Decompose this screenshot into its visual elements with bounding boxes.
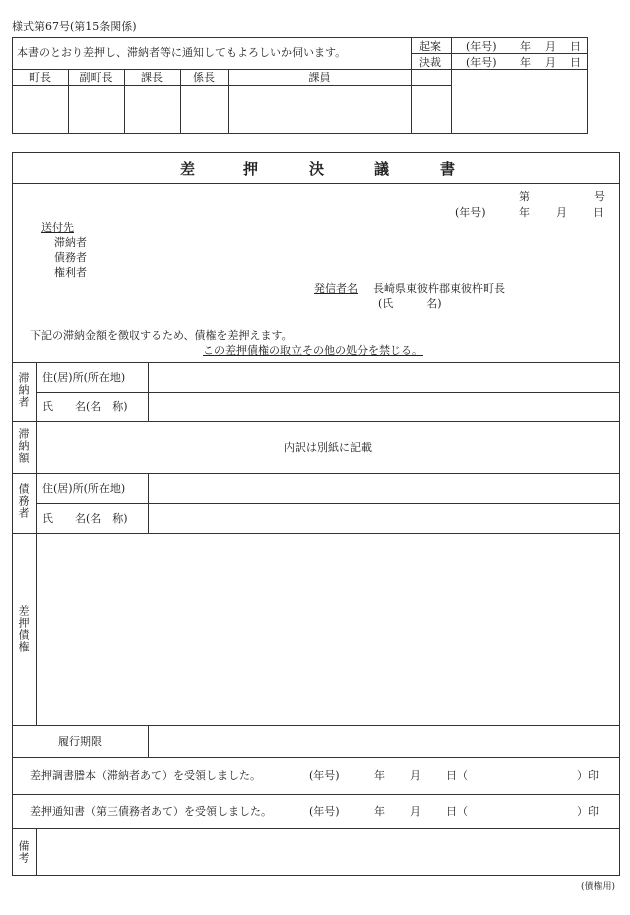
seal-box-fukuchocho[interactable] [69, 86, 123, 133]
receipt-chosho-month: 月 [410, 769, 421, 782]
doc-number-go: 号 [594, 190, 605, 203]
label-sashiosae-saiken: 差押債権 [17, 605, 30, 653]
kessai-day: 日 [570, 56, 581, 69]
kessai-nengo: (年号) [466, 56, 497, 69]
tainosha-name-field[interactable] [149, 393, 619, 420]
receipt-chosho-day: 日（ [446, 769, 468, 782]
receipt-tsuchisho-year: 年 [374, 805, 385, 818]
saimusha-name-field[interactable] [149, 504, 619, 532]
receipt-tsuchisho-month: 月 [410, 805, 421, 818]
label-saimusha: 債務者 [17, 483, 30, 519]
role-fukuchocho: 副町長 [79, 71, 113, 84]
label-tainogaku: 滞納額 [17, 428, 30, 464]
receipt-tsuchisho-signature-field[interactable] [475, 800, 575, 822]
sender-name: 長崎県東彼杵郡東彼杵町長 [373, 282, 505, 295]
label-saimusha-name: 氏 名(名 称) [42, 512, 128, 525]
receipt-tsuchisho-day: 日（ [446, 805, 468, 818]
kian-year: 年 [520, 40, 531, 53]
recipient-tainosha: 滞納者 [54, 236, 87, 249]
kessai-year: 年 [520, 56, 531, 69]
receipt-tsuchisho-text: 差押通知書（第三債務者あて）を受領しました。 [30, 805, 272, 818]
kian-month: 月 [545, 40, 556, 53]
kessai-label: 決裁 [419, 56, 441, 69]
kian-nengo: (年号) [466, 40, 497, 53]
seal-box-chocho[interactable] [13, 86, 67, 133]
tainosha-address-field[interactable] [149, 363, 619, 391]
biko-field[interactable] [37, 829, 619, 875]
saimusha-address-field[interactable] [149, 474, 619, 502]
statement-prohibition: この差押債権の取立その他の処分を禁じる。 [203, 344, 423, 357]
label-rikokigen: 履行期限 [58, 735, 102, 748]
recipients-heading: 送付先 [41, 221, 74, 234]
receipt-chosho-year: 年 [374, 769, 385, 782]
approval-request-text: 本書のとおり差押し、滞納者等に通知してもよろしいか伺います。 [17, 46, 347, 59]
kian-label: 起案 [419, 40, 441, 53]
receipt-tsuchisho-nengo: (年号) [309, 805, 340, 818]
form-number: 様式第67号(第15条関係) [12, 20, 137, 33]
receipt-chosho-text: 差押調書謄本（滞納者あて）を受領しました。 [30, 769, 261, 782]
receipt-tsuchisho-seal: ）印 [577, 805, 599, 818]
seal-box-kacho[interactable] [125, 86, 179, 133]
statement-seizure: 下記の滞納金額を徴収するため、債権を差押えます。 [30, 329, 293, 342]
label-saimusha-address: 住(居)所(所在地) [42, 482, 126, 495]
label-tainosha-address: 住(居)所(所在地) [42, 371, 126, 384]
label-tainosha-name: 氏 名(名 称) [42, 400, 128, 413]
kessai-month: 月 [545, 56, 556, 69]
label-biko: 備考 [17, 840, 30, 864]
footer-saiken-yo: (債権用) [581, 882, 616, 892]
rikokigen-field[interactable] [149, 726, 619, 756]
label-tainosha: 滞納者 [17, 372, 30, 408]
role-kakaricho: 係長 [193, 71, 215, 84]
doc-date-year: 年 [519, 206, 530, 219]
recipient-kenrisha: 権利者 [54, 266, 87, 279]
receipt-chosho-nengo: (年号) [309, 769, 340, 782]
doc-date-day: 日 [593, 206, 604, 219]
document-title: 差 押 決 議 書 [180, 160, 456, 178]
seal-box-kain[interactable] [229, 86, 410, 133]
sender-label: 発信者名 [314, 282, 358, 295]
sashiosae-saiken-field[interactable] [37, 534, 619, 724]
receipt-chosho-seal: ）印 [577, 769, 599, 782]
doc-number-dai: 第 [519, 190, 530, 203]
doc-date-month: 月 [556, 206, 567, 219]
kian-day: 日 [570, 40, 581, 53]
role-chocho: 町長 [29, 71, 51, 84]
sender-shimei: (氏 名) [378, 297, 442, 310]
role-kacho: 課長 [141, 71, 163, 84]
tainogaku-note: 内訳は別紙に記載 [284, 441, 372, 454]
seal-box-kakaricho[interactable] [181, 86, 227, 133]
receipt-chosho-signature-field[interactable] [475, 764, 575, 786]
role-kain: 課員 [308, 71, 331, 84]
recipient-saimusha: 債務者 [54, 251, 87, 264]
doc-date-nengo: (年号) [455, 206, 486, 219]
